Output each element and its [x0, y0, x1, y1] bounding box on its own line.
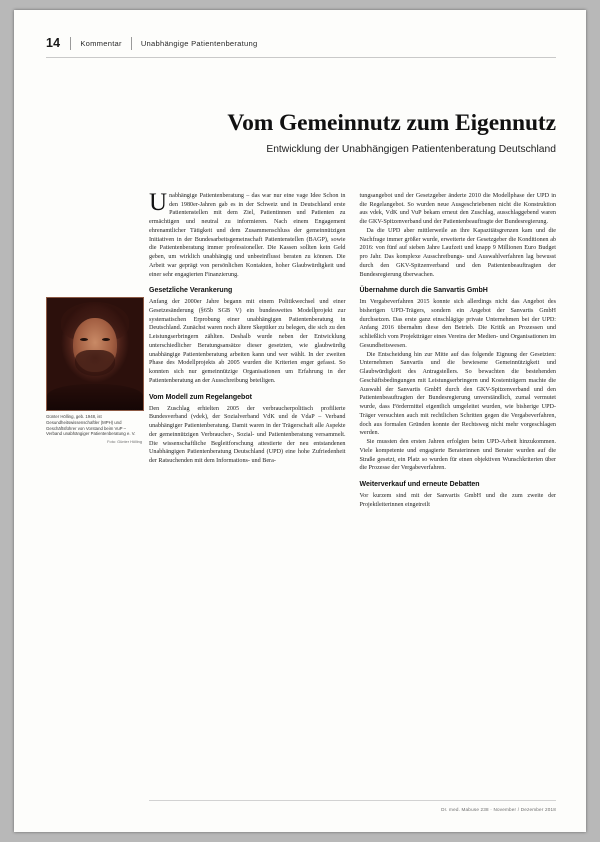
paragraph-text: nabhängige Patientenberatung – das war nur eine vage Idee Schon in den 1980er-Jahren gab es in der Schweiz und in Deutschland erste Patientenstellen mit dem Ziel, Patientinnen und Patienten zu ermächtigen und neutral zu informieren. Nach einem Engagement ehrenamtlicher Tätigkeit und dem Zusammenschluss der gemeinnützigen Initiativen in der Bundesarbeitsgemeinschaft Patientenstellen (BAGP), sowie die Patientenberatung immer professioneller. Die Kassen sollten kein Geld geben, um wirklich unabhängig und unbeeinflusst beraten zu können. Die Arbeit war geprägt von persönlichen Kontakten, hoher Glaubwürdigkeit und einer sehr engagierten Finanzierung.: [149, 193, 346, 278]
header-divider-1: [70, 37, 71, 50]
subheading-uebernahme-sanvartis: Übernahme durch die Sanvartis GmbH: [359, 287, 488, 295]
page-number: 14: [46, 36, 61, 50]
page-header: [46, 32, 556, 54]
page-content: [14, 10, 586, 832]
header-section: Kommentar: [80, 38, 122, 48]
title-block: [149, 110, 556, 155]
author-photo: [46, 297, 144, 411]
paragraph: Sie mussten den ersten Jahren erfolgten beim UPD-Arbeit hinzukommen. Viele kompetente und engagierte Beraterinnen und Berater wurden auf die Straße gesetzt, ein Platz so wurden für einen objektiven Wunschkriterien über die Prozesse der Vergabeverfahren.: [359, 439, 556, 472]
figure-credit: Foto: Günter Hölling: [107, 439, 142, 445]
article-title: Vom Gemeinnutz zum Eigennutz: [227, 110, 556, 136]
figure-caption: Günter Hölling, geb. 1948, ist Gesundheitswissenschaftler (MPH) und Geschäftsführer von Vorstand beim VuP – Verband unabhängiger Patientenberatung e. V.: [46, 414, 136, 437]
column-left: [149, 189, 346, 792]
subheading-gesetzliche-verankerung: Gesetzliche Verankerung: [149, 287, 233, 295]
paragraph: Die Entscheidung hin zur Mitte auf das folgende Eignung der Gesetzten: Unternehmen Sanvartis und die bewiesene Gemeinnützigkeit und Glaubwürdigkeit des Antragstellers. So bewachten die bestehenden Geschäftsbedingungen mit Leistungserbringern und Kostenträgern machte die Auswahl der Sanvartis GmbH durch den GKV-Spitzenverband und den Patientenbeauftragten der Bundesregierung unverständlich, zumal vermutet wurde, dass Fördermittel eigentlich umgeleitet wurden, wie bisherige UPD-Träger versuchten auch mit rechtlichen Schritten gegen die Vergabeverfahren, doch aus formalen Gründen konnte der Rechtsweg nicht mehr vorgeschlagen werden.: [359, 351, 556, 437]
paragraph: Vor kurzem sind mit der Sanvartis GmbH und die zum zweite der Projektleiterinnen eingetreilt: [359, 492, 556, 508]
paragraph: Anfang der 2000er Jahre begann mit einem Politikwechsel und einer Gesetzesänderung (§65b SGB V) ein bundesweites Modellprojekt zur systematischen Erprobung einer unabhängigen Patientenberatung in Deutschland. Zunächst waren noch ältere Skeptiker zu belegen, die sich zu den Leistungserbringern zählten. Deshalb wurde neben der Entwicklung unterschiedlicher Beratungsansätze dieser gesetzten, wie glaubwürdig unabhängige Patientenberatung arbeiten kann und wer wählt. In der zweiten Phase des Modellprojekts ab 2005 wurden die Kriterien enger gefasst. So konnten sich nur gemeinnützige Organisationen um Erfahrung in der Patientenberatung an der Ausschreibung beteiligen.: [149, 299, 346, 384]
subheading-vom-modell-zum-regelangebot: Vom Modell zum Regelangebot: [149, 393, 252, 401]
paragraph: [149, 189, 346, 279]
paragraph: Da die UPD aber mittlerweile an ihre Kapazitätsgrenzen kam und die Nachfrage immer größer wurde, erweiterte der Gesetzgeber die Konditionen ab 2016: von fünf auf sieben Jahre Laufzeit und knapp 9 Millionen Euro Budget pro Jahr. Das komplexe Ausschreibungs- und Auswahlverfahren lag bewusst durch den GKV-Spitzenverband und den Patientenbeauftragten der Bundesregierung überwachen.: [359, 227, 556, 278]
article-body: [149, 189, 556, 792]
author-figure: [46, 297, 142, 444]
document-page: [14, 10, 586, 832]
footer-source: Dr. med. Mabuse 238 · November / Dezember 2018: [441, 807, 556, 812]
header-topic: Unabhängige Patientenberatung: [140, 38, 258, 48]
drop-cap: U: [149, 189, 168, 216]
subheading-weiterverkauf: Weiterverkauf und erneute Debatten: [359, 480, 480, 488]
paragraph: Den Zuschlag erhielten 2005 der verbraucherpolitisch profilierte Bundesverband (vdek), der Sozialverband VdK und de VdaP – Verband unabhängiger Patientenberatung. Damit waren in der Trägerschaft alle Aspekte der gemeinnützigen Verbraucher-, Sozial- und Patientenberatung versammelt. Die wissenschaftliche Begleitforschung attestierte der neu entstandenen Unabhängigen Patientenberatung Deutschland (UPD) eine hohe Zufriedenheit der Ratsuchenden mit dem Informations- und Bera-: [149, 405, 346, 464]
paragraph: tungsangebot und der Gesetzgeber änderte 2010 die Modellphase der UPD in die Regelangebot. So wurden neue Ausgeschriebenen nicht die Konstruktion aus vdek, VdK und VuP bekam erneut den Zuschlag, ausschlaggebend waren die GKV-Spitzenverband und der Patientenbeauftragte der Bundesregierung.: [359, 193, 556, 226]
header-divider-2: [131, 37, 132, 50]
photo-eye-left: [80, 338, 88, 341]
column-right: [360, 192, 557, 792]
article-subtitle: Entwicklung der Unabhängigen Patientenberatung Deutschland: [266, 144, 556, 156]
header-rule: [46, 57, 556, 58]
photo-eye-right: [102, 338, 110, 341]
photo-shoulders-shape: [47, 384, 143, 410]
paragraph: Im Vergabeverfahren 2015 konnte sich allerdings nicht das Angebot des bisherigen UPD-Trägers, sondern ein Angebot der Sanvartis GmbH durchsetzen. Das erste ganz einschlägige private Unternehmen bei der UPD: Anfang 2016 übernahm diese den Betrieb. Die Kritik an Prozessen und schließlich vom Projektträger eines Vereins der Medien- und Organisationen im Gesundheitswesen.: [359, 299, 556, 349]
footer-rule: [149, 800, 556, 801]
photo-beard-shape: [75, 350, 115, 376]
